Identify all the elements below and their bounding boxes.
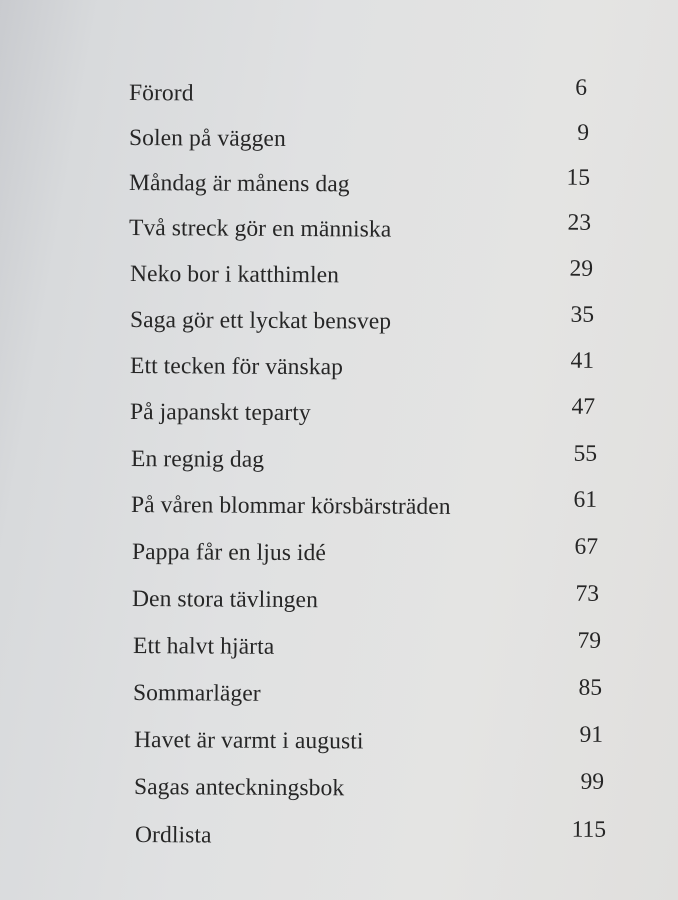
toc-entry-page: 9 bbox=[577, 119, 590, 146]
toc-entry-title: Ett halvt hjärta bbox=[132, 633, 275, 660]
toc-entry-title: Pappa får en ljus idé bbox=[131, 539, 327, 567]
toc-entry-title: Ett tecken för vänskap bbox=[129, 353, 344, 381]
toc-entry-title: På japanskt teparty bbox=[129, 399, 311, 427]
toc-entry-page: 29 bbox=[569, 255, 594, 282]
toc-entry-page: 115 bbox=[571, 816, 607, 843]
toc-entry-page: 79 bbox=[577, 627, 602, 654]
toc-entry-page: 6 bbox=[575, 74, 588, 101]
toc-entry-page: 67 bbox=[574, 533, 599, 560]
toc-entry-page: 47 bbox=[571, 393, 596, 420]
toc-entry-title: Solen på väggen bbox=[128, 125, 286, 152]
toc-entry-page: 73 bbox=[575, 580, 600, 607]
toc-entry-page: 35 bbox=[570, 301, 595, 328]
toc-entry-page: 61 bbox=[573, 486, 598, 513]
toc-entry-title: Sommarläger bbox=[132, 680, 261, 707]
toc-entry-title: Förord bbox=[128, 80, 194, 107]
toc-entry-title: Ordlista bbox=[134, 822, 212, 849]
toc-entry-page: 23 bbox=[567, 209, 592, 236]
toc-entry-title: Havet är varmt i augusti bbox=[133, 727, 364, 755]
toc-entry-page: 15 bbox=[566, 164, 591, 191]
toc-entry-title: Två streck gör en människa bbox=[128, 215, 392, 243]
toc-entry-title: Sagas anteckningsbok bbox=[133, 774, 345, 802]
toc-entry-title: Saga gör ett lyckat bensvep bbox=[129, 307, 392, 335]
toc-entry-page: 99 bbox=[580, 768, 605, 795]
toc-entry-title: På våren blommar körsbärsträden bbox=[130, 492, 451, 520]
toc-entry-title: En regnig dag bbox=[130, 446, 265, 473]
toc-entry-title: Måndag är månens dag bbox=[128, 170, 350, 198]
toc-entry-title: Den stora tävlingen bbox=[131, 586, 319, 614]
toc-entry-page: 55 bbox=[573, 440, 598, 467]
toc-entry-title: Neko bor i katthimlen bbox=[129, 261, 340, 289]
toc-entry-page: 91 bbox=[579, 721, 604, 748]
toc-entry-page: 41 bbox=[570, 347, 595, 374]
toc-entry-page: 85 bbox=[578, 674, 603, 701]
